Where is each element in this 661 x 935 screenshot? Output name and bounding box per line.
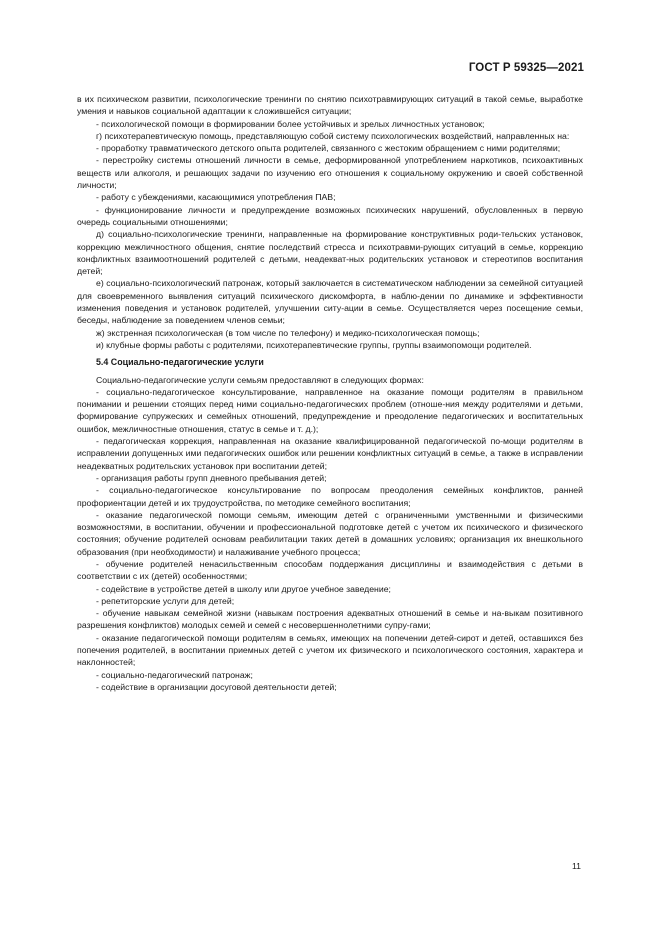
list-item: - социально-педагогическое консультирование, направленное на оказание помощи родителям в правильном понимании и решении стоящих перед ними социально-педагогических проблем (отноше-ния между родителями и детьми, формирование супружеских и семейных отношений, предупреждение и преодоление педагогических и воспитательных ошибок, межличностные отношения, статус в семье и т. д.); xyxy=(77,386,583,434)
paragraph: ж) экстренная психологическая (в том числе по телефону) и медико-психологическая помощь; xyxy=(96,327,480,338)
section-heading: 5.4 Социально-педагогические услуги xyxy=(96,357,264,368)
standard-code: ГОСТ Р 59325—2021 xyxy=(468,62,584,74)
paragraph: д) социально-психологические тренинги, направленные на формирование конструктивных роди-тельских установок, коррекцию межличностного общения, снятие последствий стресса и психотравми-рующих ситуаций в семье, коррекцию конфликтных взаимоотношений родителей с детьми, неадекват-ных родительских установок и стереотипов воспитания детей; xyxy=(77,229,583,277)
list-item: - педагогическая коррекция, направленная на оказание квалифицированной педагогической по-мощи родителям в исправлении допущенных ими педагогических ошибок или решении конфликтных ситуаций в семье, а также в исправлении неадекватных родительских установок при воспитании детей; xyxy=(77,436,583,471)
list-item: - оказание педагогической помощи родителям в семьях, имеющих на попечении детей-сирот и детей, оставшихся без попечения родителей, в воспитании приемных детей с учетом их физического и психологического состояния, характера и наклонностей; xyxy=(77,632,583,668)
list-item: - функционирование личности и предупреждение возможных психических нарушений, обусловленных в первую очередь социальными отношениями; xyxy=(77,204,583,227)
paragraph: Социально-педагогические услуги семьям предоставляют в следующих формах: xyxy=(96,374,424,385)
paragraph: и) клубные формы работы с родителями, психотерапевтические группы, группы взаимопомощи родителей. xyxy=(96,339,532,350)
list-item: - оказание педагогической помощи семьям, имеющим детей с ограниченными умственными и физическими возможностями, в воспитании, обучении и профессиональной подготовке детей с учетом их психического и физического состояния; обучение родителей основам реабилитации таких детей в домашних условиях; организация их внешкольного образования (при необходимости) и налаживание учебного процесса; xyxy=(77,509,583,557)
list-item: - проработку травматического детского опыта родителей, связанного с жестоким обращением с ними родителями; xyxy=(96,143,561,154)
list-item: - содействие в организации досуговой деятельности детей; xyxy=(96,681,337,692)
list-item: - перестройку системы отношений личности в семье, деформированной употреблением наркотиков, психоактивных веществ или алкоголя, и решающих задачи по изучению его отношения к социальному окружению и своей собственной личности; xyxy=(77,155,583,191)
paragraph: в их психическом развитии, психологические тренинги по снятию психотравмирующих ситуаций в такой семье, выработке умения и навыков социальной адаптации к сложившейся ситуации; xyxy=(77,94,583,117)
list-item: - социально-педагогическое консультирование по вопросам преодоления семейных конфликтов, ранней профориентации детей и их трудоустройства, по методике семейного воспитания; xyxy=(77,485,583,508)
paragraph: г) психотерапевтическую помощь, представляющую собой систему психологических воздействий, направленных на: xyxy=(96,130,570,141)
document-body xyxy=(77,93,583,693)
list-item: - обучение навыкам семейной жизни (навыкам построения адекватных отношений в семье и на-выкам позитивного разрешения конфликтов) молодых семей и семей с несовершеннолетними супру-гами; xyxy=(77,608,583,631)
paragraph: е) социально-психологический патронаж, который заключается в систематическом наблюдении за семейной ситуацией для своевременного выявления ситуаций психического дискомфорта, в наблю-дении по динамике и эффективности изменения поведения и установок родителей, улучшении ситу-ации в семье. Осуществляется через посещение семьи, беседы, наблюдение за поведением членов семьи; xyxy=(77,278,583,326)
list-item: - обучение родителей ненасильственным способам поддержания дисциплины и взаимодействия с детьми в соответствии с их (детей) особенностями; xyxy=(77,558,583,582)
page-number: 11 xyxy=(571,861,581,871)
list-item: - репетиторские услуги для детей; xyxy=(96,595,235,606)
list-item: - социально-педагогический патронаж; xyxy=(96,669,253,680)
list-item: - содействие в устройстве детей в школу или другое учебное заведение; xyxy=(96,583,391,594)
list-item: - работу с убеждениями, касающимися употребления ПАВ; xyxy=(96,192,336,203)
list-item: - организация работы групп дневного пребывания детей; xyxy=(96,472,327,483)
list-item: - психологической помощи в формировании более устойчивых и зрелых личностных установок; xyxy=(96,118,485,129)
